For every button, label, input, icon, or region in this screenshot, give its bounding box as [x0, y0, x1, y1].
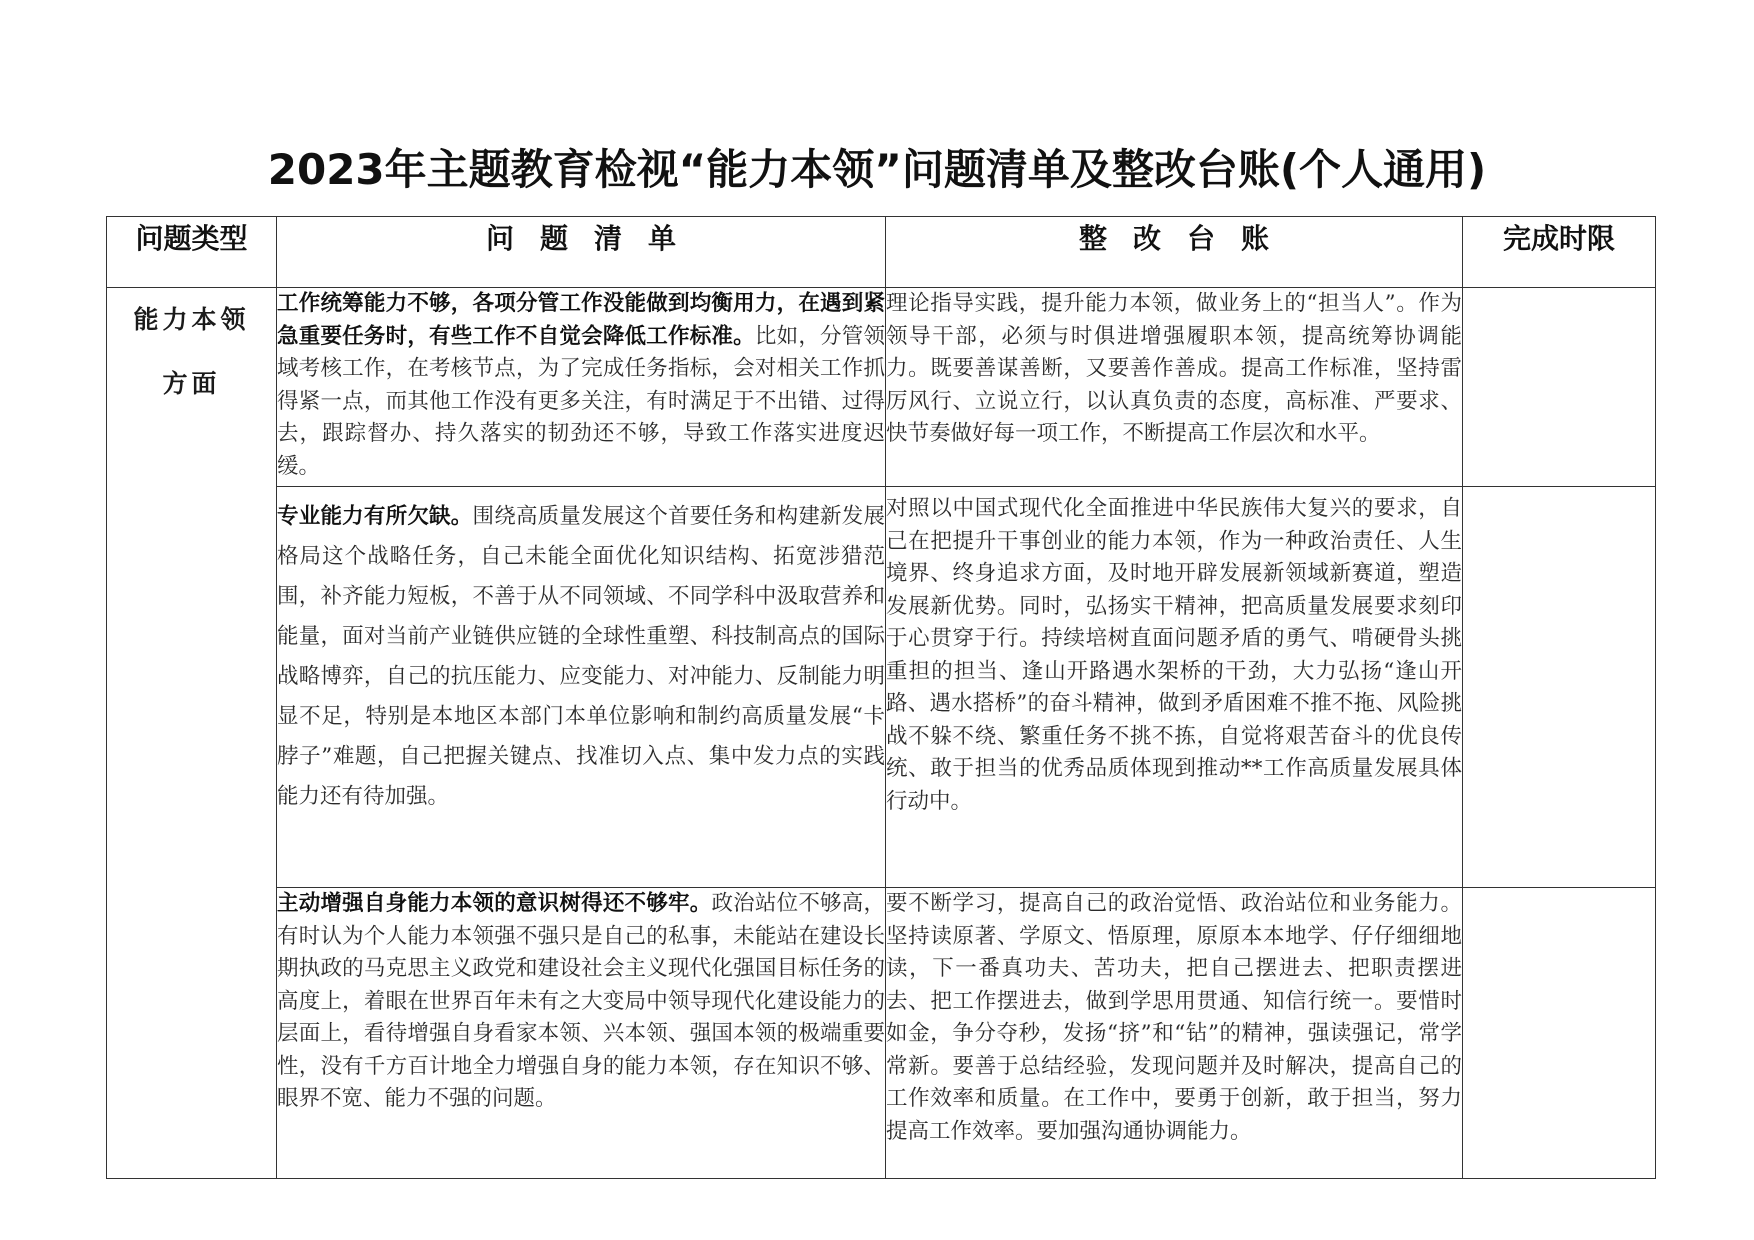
table-row — [107, 888, 1656, 1179]
header-problem-type: 问题类型 — [107, 217, 277, 288]
category-cell — [107, 288, 277, 1179]
problem-cell — [277, 487, 886, 888]
problem-lead: 主动增强自身能力本领的意识树得还不够牢。 — [277, 891, 712, 916]
problem-body: 围绕高质量发展这个首要任务和构建新发展格局这个战略任务，自己未能全面优化知识结构、拓宽涉猎范围，补齐能力短板，不善于从不同领域、不同学科中汲取营养和能量，面对当前产业链供应链的全球性重塑、科技制高点的国际战略博弈，自己的抗压能力、应变能力、对冲能力、反制能力明显不足，特别是本地区本部门本单位影响和制约高质量发展“卡脖子”难题，自己把握关键点、找准切入点、集中发力点的实践能力还有待加强。 — [277, 504, 885, 809]
header-rectification-ledger: 整改台账 — [886, 217, 1463, 288]
problem-body: 政治站位不够高，有时认为个人能力本领强不强只是自己的私事，未能站在建设长期执政的马克思主义政党和建设社会主义现代化强国目标任务的高度上，着眼在世界百年未有之大变局中领导现代化建设能力的层面上，看待增强自身看家本领、兴本领、强国本领的极端重要性，没有千方百计地全力增强自身的能力本领，存在知识不够、眼界不宽、能力不强的问题。 — [277, 891, 885, 1111]
problem-cell — [277, 288, 886, 487]
header-deadline: 完成时限 — [1463, 217, 1656, 288]
problem-lead: 工作统筹能力不够，各项分管工作没能做到均衡用力，在遇到紧急重要任务时，有些工作不自觉会降低工作标准。 — [277, 291, 885, 349]
problem-body: 比如，分管领域考核工作，在考核节点，为了完成任务指标，会对相关工作抓得紧一点，而其他工作没有更多关注，有时满足于不出错、过得去，跟踪督办、持久落实的韧劲还不够，导致工作落实进度迟缓。 — [277, 323, 885, 479]
category-label-line1: 能力本领 — [133, 305, 250, 334]
rectification-ledger-table — [106, 216, 1656, 1179]
problem-cell — [277, 888, 886, 1179]
problem-lead: 专业能力有所欠缺。 — [277, 504, 473, 529]
deadline-cell — [1463, 888, 1656, 1179]
rectification-cell: 理论指导实践，提升能力本领，做业务上的“担当人”。作为领导干部，必须与时俱进增强履职本领，提高统筹协调能力。既要善谋善断，又要善作善成。提高工作标准，坚持雷厉风行、立说立行，以认真负责的态度，高标准、严要求、快节奏做好每一项工作，不断提高工作层次和水平。 — [886, 288, 1463, 487]
deadline-cell — [1463, 288, 1656, 487]
table-row — [107, 487, 1656, 888]
table-header-row — [107, 217, 1656, 288]
rectification-cell: 要不断学习，提高自己的政治觉悟、政治站位和业务能力。坚持读原著、学原文、悟原理，原原本本地学、仔仔细细地读，下一番真功夫、苦功夫，把自己摆进去、把职责摆进去、把工作摆进去，做到学思用贯通、知信行统一。要惜时如金，争分夺秒，发扬“挤”和“钻”的精神，强读强记，常学常新。要善于总结经验，发现问题并及时解决，提高自己的工作效率和质量。在工作中，要勇于创新，敢于担当，努力提高工作效率。要加强沟通协调能力。 — [886, 888, 1463, 1179]
deadline-cell — [1463, 487, 1656, 888]
rectification-cell: 对照以中国式现代化全面推进中华民族伟大复兴的要求，自己在把提升干事创业的能力本领，作为一种政治责任、人生境界、终身追求方面，及时地开辟发展新领域新赛道，塑造发展新优势。同时，弘扬实干精神，把高质量发展要求刻印于心贯穿于行。持续培树直面问题矛盾的勇气、啃硬骨头挑重担的担当、逢山开路遇水架桥的干劲，大力弘扬“逢山开路、遇水搭桥”的奋斗精神，做到矛盾困难不推不拖、风险挑战不躲不绕、繁重任务不挑不拣，自觉将艰苦奋斗的优良传统、敢于担当的优秀品质体现到推动**工作高质量发展具体行动中。 — [886, 487, 1463, 888]
document-title: 2023年主题教育检视“能力本领”问题清单及整改台账(个人通用) — [267, 145, 1487, 194]
header-problem-list: 问题清单 — [277, 217, 886, 288]
table-row — [107, 288, 1656, 487]
category-label-line2: 方面 — [162, 369, 221, 398]
